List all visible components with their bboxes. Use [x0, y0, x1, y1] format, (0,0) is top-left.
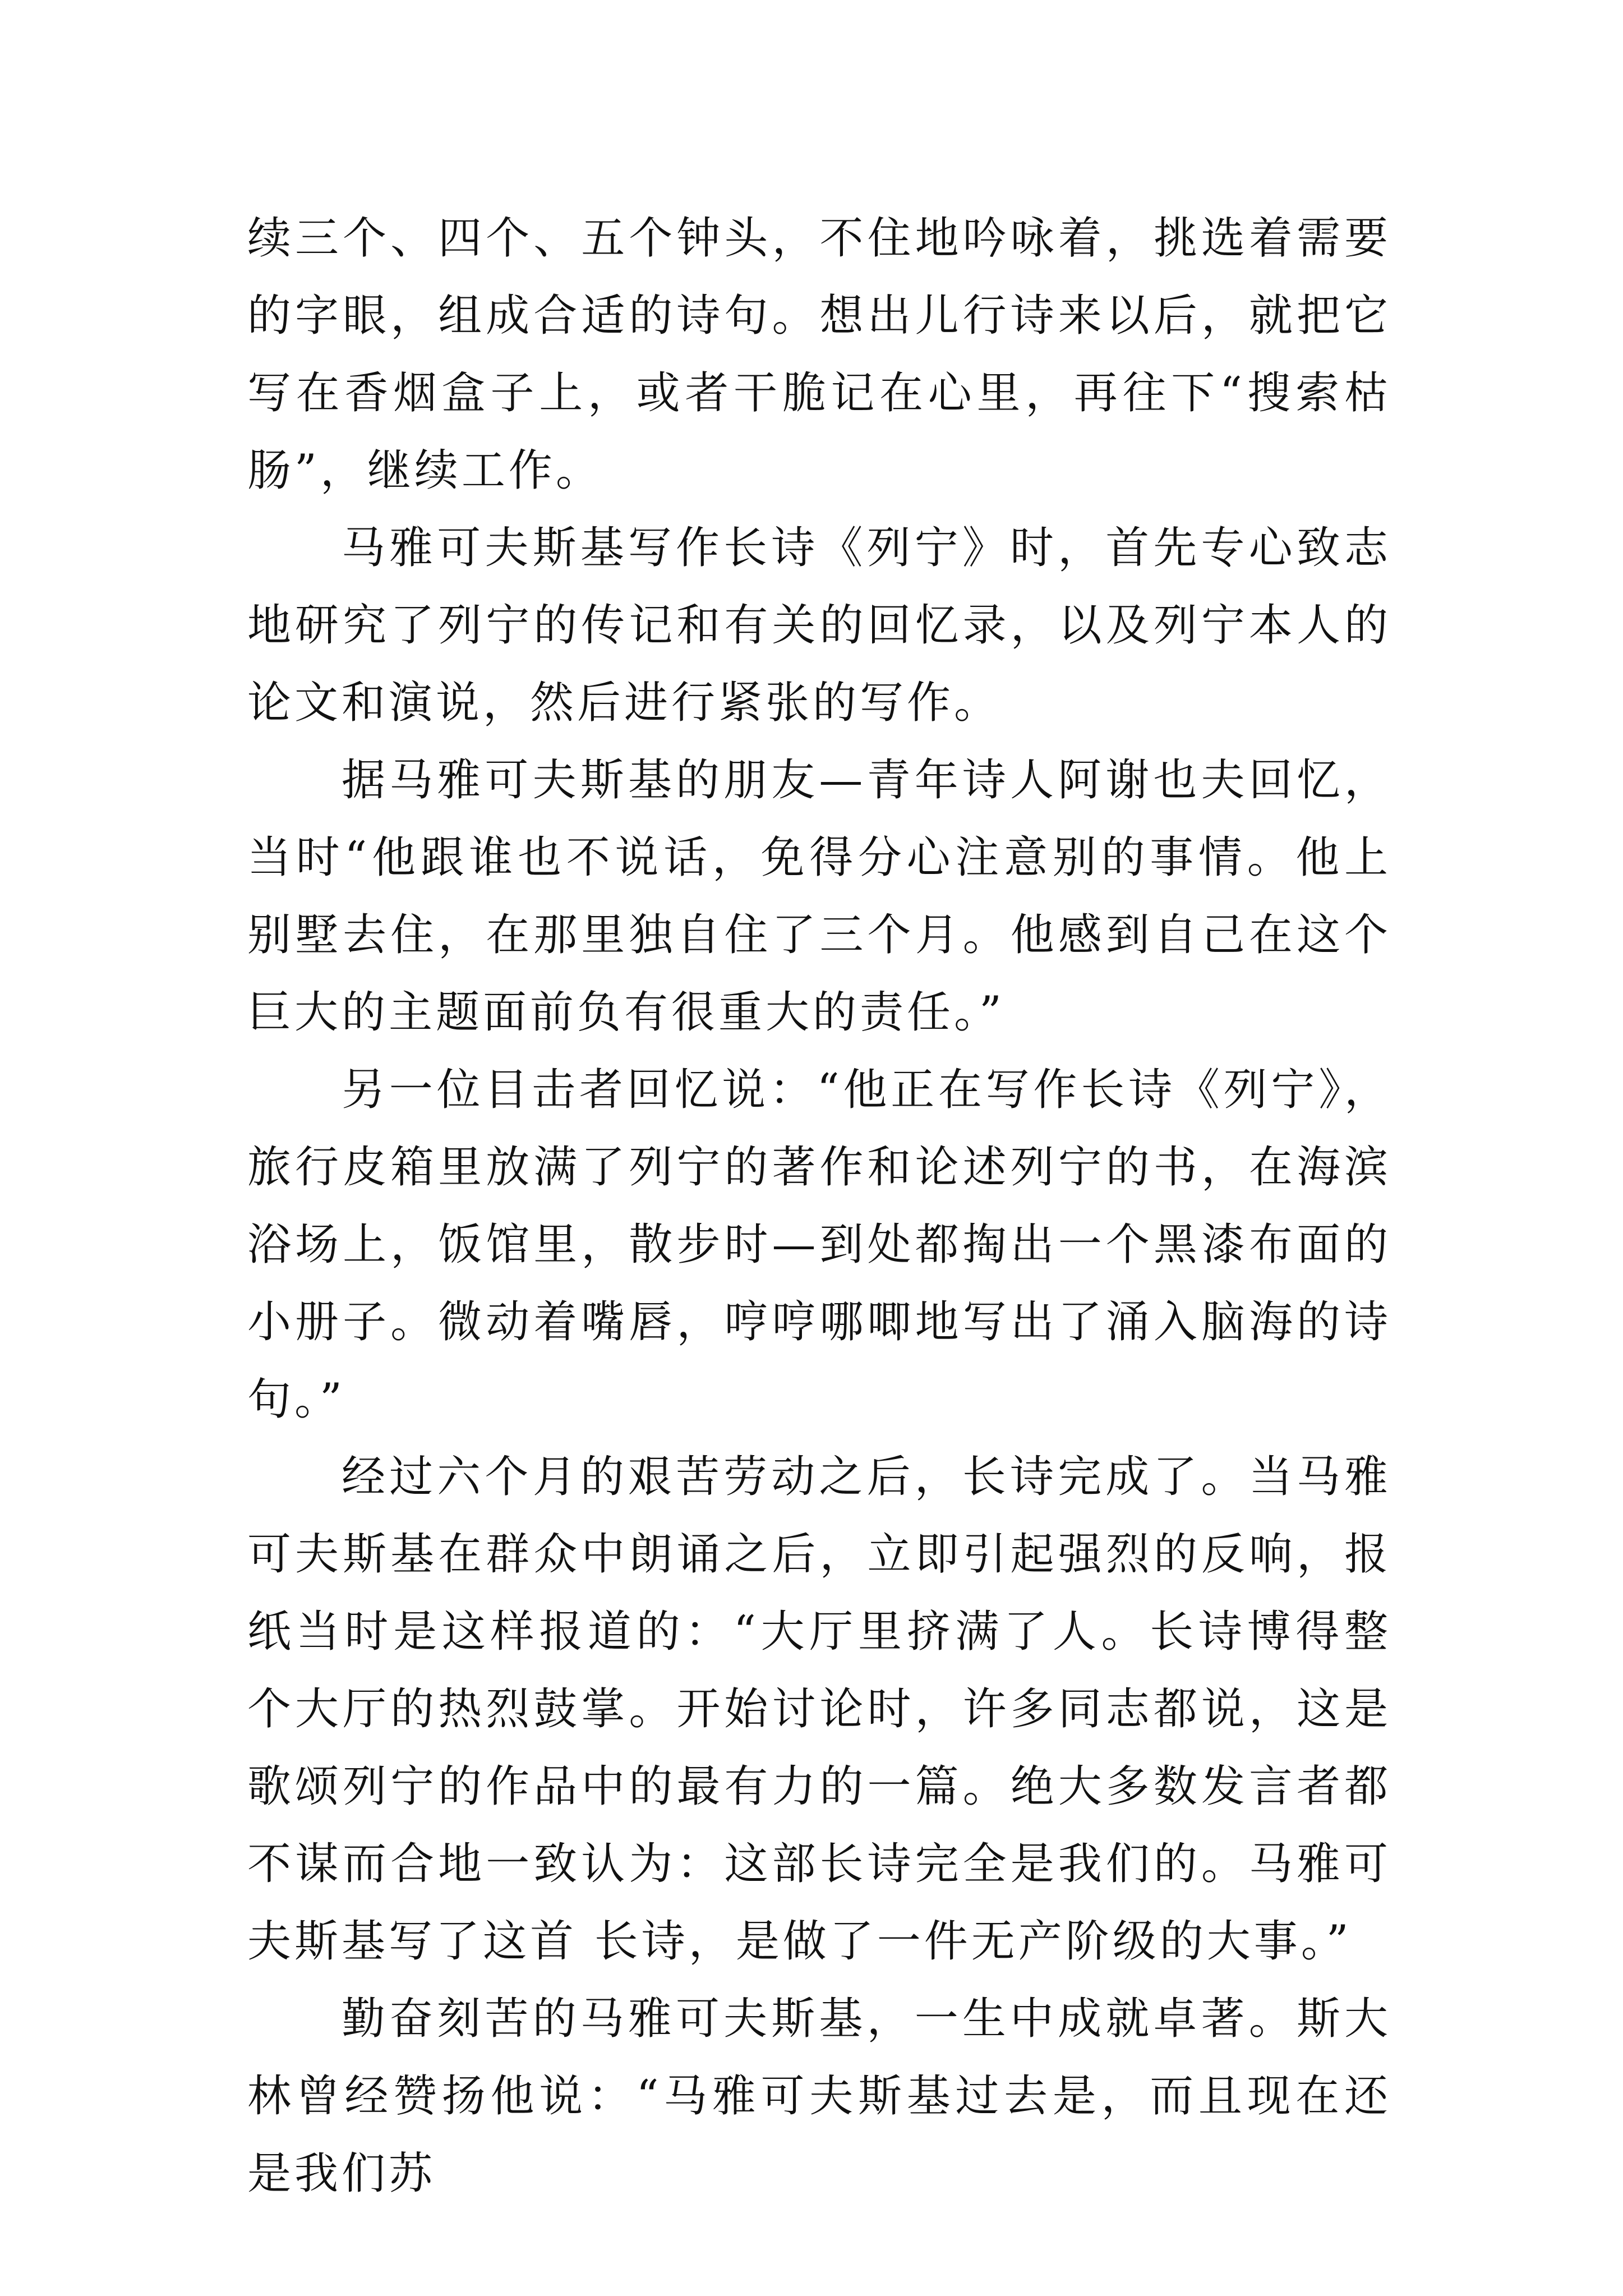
paragraph-3: 据马雅可夫斯基的朋友—青年诗人阿谢也夫回忆，当时“他跟谁也不说话，免得分心注意别的事情。他上别墅去住，在那里独自住了三个月。他感到自己在这个巨大的主题面前负有很重大的责任。” — [247, 755, 1391, 1038]
paragraph-1: 续三个、四个、五个钟头，不住地吟咏着，挑选着需要的字眼，组成合适的诗句。想出儿行诗来以后，就把它写在香烟盒子上，或者干脆记在心里，再往下“搜索枯肠”，继续工作。 — [247, 213, 1391, 496]
paragraph-2: 马雅可夫斯基写作长诗《列宁》时，首先专心致志地研究了列宁的传记和有关的回忆录，以及列宁本人的论文和演说，然后进行紧张的写作。 — [247, 523, 1391, 728]
paragraph-5: 经过六个月的艰苦劳动之后，长诗完成了。当马雅可夫斯基在群众中朗诵之后，立即引起强烈的反响，报纸当时是这样报道的：“大厅里挤满了人。长诗博得整个大厅的热烈鼓掌。开始讨论时，许多同志都说，这是歌颂列宁的作品中的最有力的一篇。绝大多数发言者都不谋而合地一致认为：这部长诗完全是我们的。马雅可夫斯基写了这首 长诗，是做了一件无产阶级的大事。” — [247, 1452, 1391, 1967]
paragraph-4: 另一位目击者回忆说：“他正在写作长诗《列宁》，旅行皮箱里放满了列宁的著作和论述列宁的书，在海滨浴场上，饭馆里，散步时—到处都掏出一个黑漆布面的小册子。微动着嘴唇，哼哼哪唧地写出了涌入脑海的诗句。” — [247, 1065, 1391, 1425]
paragraph-6: 勤奋刻苦的马雅可夫斯基，一生中成就卓著。斯大林曾经赞扬他说：“马雅可夫斯基过去是，而且现在还是我们苏 — [247, 1994, 1391, 2199]
body-text — [247, 200, 1391, 2212]
